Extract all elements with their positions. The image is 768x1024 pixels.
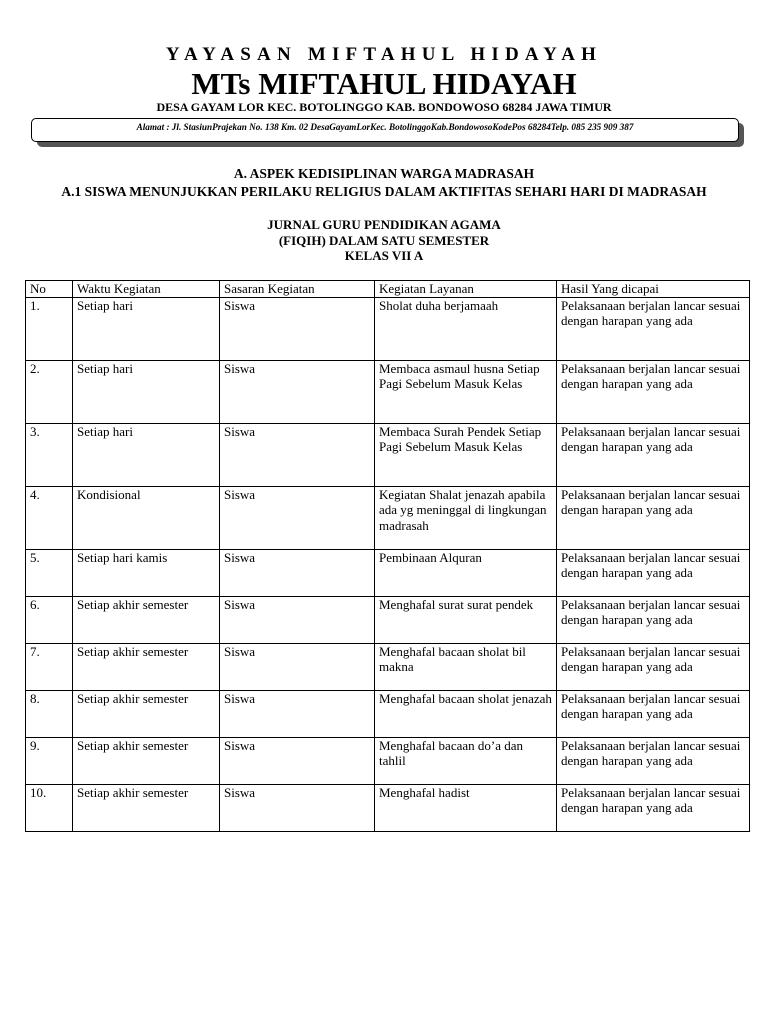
activity-table	[25, 280, 750, 832]
journal-class: KELAS VII A	[344, 248, 424, 263]
journal-title	[0, 217, 768, 264]
cell-waktu: Setiap hari kamis	[73, 549, 220, 596]
cell-waktu: Setiap hari	[73, 423, 220, 486]
address-text: Alamat : Jl. StasiunPrajekan No. 138 Km. 02 DesaGayamLorKec. BotolinggoKab.BondowosoKodePos 68284Telp. 085 235 909 387	[136, 122, 634, 132]
cell-kegiatan: Menghafal bacaan sholat jenazah	[375, 690, 557, 737]
cell-waktu: Setiap akhir semester	[73, 596, 220, 643]
cell-waktu: Setiap akhir semester	[73, 784, 220, 831]
cell-kegiatan: Menghafal surat surat pendek	[375, 596, 557, 643]
aspect-heading: A. ASPEK KEDISIPLINAN WARGA MADRASAH	[233, 166, 535, 181]
cell-sasaran: Siswa	[220, 549, 375, 596]
cell-sasaran: Siswa	[220, 297, 375, 360]
table-row	[26, 784, 750, 831]
sub-aspect-heading: A.1 SISWA MENUNJUKKAN PERILAKU RELIGIUS DALAM AKTIFITAS SEHARI HARI DI MADRASAH	[61, 184, 707, 199]
journal-title-line-1: JURNAL GURU PENDIDIKAN AGAMA	[267, 217, 501, 232]
cell-hasil: Pelaksanaan berjalan lancar sesuai dengan harapan yang ada	[557, 596, 750, 643]
cell-kegiatan: Menghafal bacaan sholat bil makna	[375, 643, 557, 690]
table-row	[26, 737, 750, 784]
cell-kegiatan: Membaca asmaul husna Setiap Pagi Sebelum Masuk Kelas	[375, 360, 557, 423]
cell-waktu: Setiap akhir semester	[73, 643, 220, 690]
cell-hasil: Pelaksanaan berjalan lancar sesuai dengan harapan yang ada	[557, 737, 750, 784]
cell-no: 10.	[26, 784, 73, 831]
cell-sasaran: Siswa	[220, 784, 375, 831]
cell-hasil: Pelaksanaan berjalan lancar sesuai dengan harapan yang ada	[557, 643, 750, 690]
header-hasil: Hasil Yang dicapai	[557, 281, 750, 298]
cell-waktu: Setiap akhir semester	[73, 690, 220, 737]
cell-sasaran: Siswa	[220, 737, 375, 784]
cell-no: 9.	[26, 737, 73, 784]
cell-hasil: Pelaksanaan berjalan lancar sesuai dengan harapan yang ada	[557, 549, 750, 596]
table-row	[26, 486, 750, 549]
cell-no: 4.	[26, 486, 73, 549]
table-row	[26, 596, 750, 643]
cell-hasil: Pelaksanaan berjalan lancar sesuai dengan harapan yang ada	[557, 297, 750, 360]
header-no: No	[26, 281, 73, 298]
table-row	[26, 423, 750, 486]
header-sasaran: Sasaran Kegiatan	[220, 281, 375, 298]
cell-hasil: Pelaksanaan berjalan lancar sesuai dengan harapan yang ada	[557, 360, 750, 423]
cell-waktu: Kondisional	[73, 486, 220, 549]
cell-sasaran: Siswa	[220, 643, 375, 690]
cell-kegiatan: Menghafal bacaan do’a dan tahlil	[375, 737, 557, 784]
cell-kegiatan: Menghafal hadist	[375, 784, 557, 831]
cell-kegiatan: Sholat duha berjamaah	[375, 297, 557, 360]
table-row	[26, 297, 750, 360]
cell-hasil: Pelaksanaan berjalan lancar sesuai dengan harapan yang ada	[557, 784, 750, 831]
cell-no: 7.	[26, 643, 73, 690]
table-row	[26, 360, 750, 423]
table-row	[26, 549, 750, 596]
cell-no: 1.	[26, 297, 73, 360]
header-waktu: Waktu Kegiatan	[73, 281, 220, 298]
cell-kegiatan: Pembinaan Alquran	[375, 549, 557, 596]
cell-waktu: Setiap hari	[73, 297, 220, 360]
cell-hasil: Pelaksanaan berjalan lancar sesuai dengan harapan yang ada	[557, 423, 750, 486]
cell-waktu: Setiap hari	[73, 360, 220, 423]
cell-kegiatan: Membaca Surah Pendek Setiap Pagi Sebelum Masuk Kelas	[375, 423, 557, 486]
cell-no: 8.	[26, 690, 73, 737]
cell-no: 2.	[26, 360, 73, 423]
cell-sasaran: Siswa	[220, 486, 375, 549]
village-line: DESA GAYAM LOR KEC. BOTOLINGGO KAB. BONDOWOSO 68284 JAWA TIMUR	[156, 100, 612, 114]
table-row	[26, 690, 750, 737]
cell-sasaran: Siswa	[220, 360, 375, 423]
cell-sasaran: Siswa	[220, 423, 375, 486]
cell-no: 5.	[26, 549, 73, 596]
cell-hasil: Pelaksanaan berjalan lancar sesuai dengan harapan yang ada	[557, 690, 750, 737]
foundation-name: YAYASAN MIFTAHUL HIDAYAH	[165, 44, 603, 65]
table-row	[26, 643, 750, 690]
cell-no: 6.	[26, 596, 73, 643]
school-name: MTs MIFTAHUL HIDAYAH	[191, 66, 577, 101]
cell-waktu: Setiap akhir semester	[73, 737, 220, 784]
cell-no: 3.	[26, 423, 73, 486]
header-kegiatan: Kegiatan Layanan	[375, 281, 557, 298]
cell-kegiatan: Kegiatan Shalat jenazah apabila ada yg meninggal di lingkungan madrasah	[375, 486, 557, 549]
cell-sasaran: Siswa	[220, 690, 375, 737]
table-header-row	[26, 281, 750, 298]
cell-hasil: Pelaksanaan berjalan lancar sesuai dengan harapan yang ada	[557, 486, 750, 549]
cell-sasaran: Siswa	[220, 596, 375, 643]
address-box	[31, 118, 739, 142]
journal-title-line-2: (FIQIH) DALAM SATU SEMESTER	[278, 232, 490, 248]
